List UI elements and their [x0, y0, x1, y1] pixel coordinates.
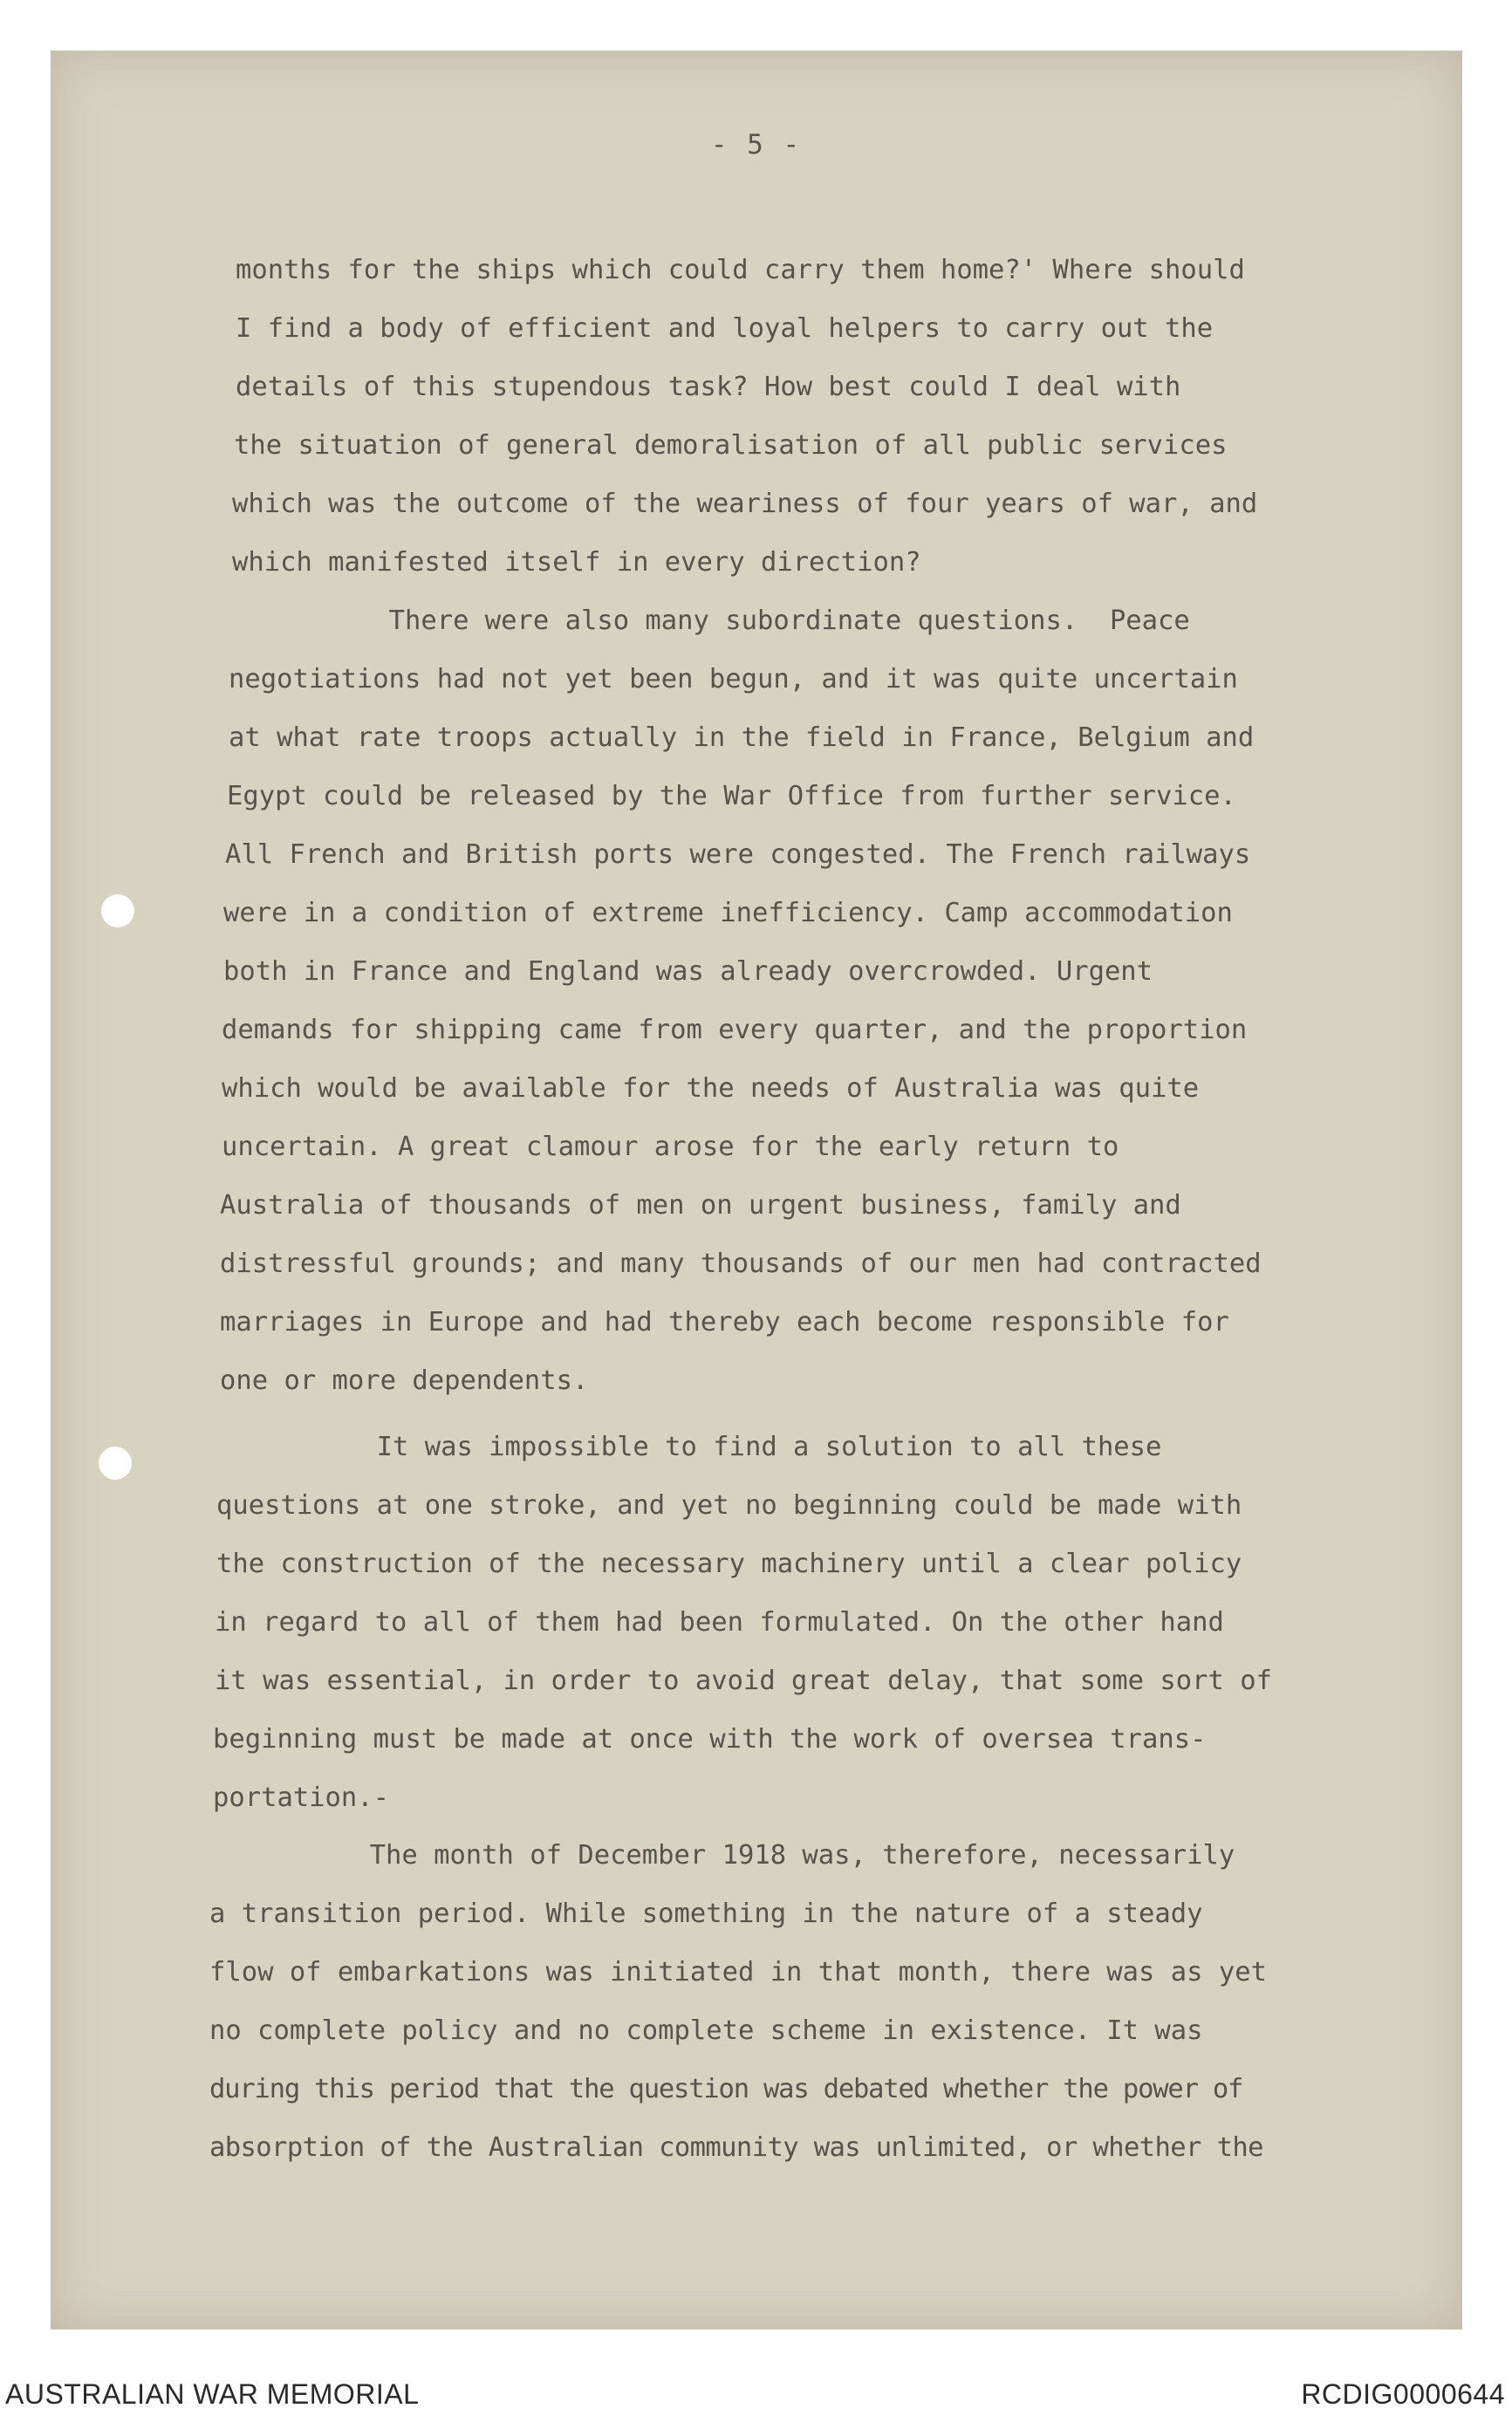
text-line: beginning must be made at once with the work of oversea trans-: [213, 1724, 1207, 1755]
text-line: There were also many subordinate questions. Peace: [229, 606, 1190, 636]
footer-record-id: RCDIG0000644: [1301, 2378, 1505, 2410]
text-line: it was essential, in order to avoid great delay, that some sort of: [215, 1666, 1272, 1696]
text-line: flow of embarkations was initiated in that month, there was as yet: [209, 1957, 1267, 1988]
text-line: no complete policy and no complete scheme in existence. It was: [209, 2015, 1203, 2046]
paragraph-4: [209, 1826, 1387, 2177]
text-line: Australia of thousands of men on urgent business, family and: [220, 1190, 1181, 1221]
text-line: both in France and England was already overcrowded. Urgent: [223, 956, 1153, 987]
text-line: during this period that the question was debated whether the power of: [209, 2074, 1243, 2104]
text-line: details of this stupendous task? How best could I deal with: [236, 372, 1181, 402]
text-line: a transition period. While something in the nature of a steady: [209, 1899, 1203, 1929]
paragraph-2: [209, 592, 1387, 1410]
footer-archive-name: AUSTRALIAN WAR MEMORIAL: [5, 2378, 420, 2410]
text-line: which was the outcome of the weariness of four years of war, and: [232, 489, 1258, 519]
text-line: marriages in Europe and had thereby each become responsible for: [220, 1307, 1229, 1338]
text-line: one or more dependents.: [220, 1365, 589, 1396]
text-line: distressful grounds; and many thousands of our men had contracted: [220, 1249, 1262, 1279]
text-line: absorption of the Australian community was unlimited, or whether the: [209, 2132, 1263, 2163]
paragraph-1: [209, 241, 1387, 592]
text-line: were in a condition of extreme inefficiency. Camp accommodation: [223, 898, 1233, 928]
text-line: in regard to all of them had been formulated. On the other hand: [215, 1607, 1224, 1638]
text-line: which would be available for the needs of Australia was quite: [222, 1073, 1200, 1104]
paragraph-3: [209, 1418, 1387, 1827]
text-line: It was impossible to find a solution to all these: [216, 1432, 1162, 1462]
text-line: All French and British ports were congested. The French railways: [225, 839, 1251, 870]
text-line: Egypt could be released by the War Office from further service.: [227, 781, 1236, 811]
text-line: uncertain. A great clamour arose for the early return to: [222, 1132, 1119, 1162]
text-line: negotiations had not yet been begun, and it was quite uncertain: [229, 664, 1238, 694]
text-line: which manifested itself in every direction?: [232, 547, 921, 578]
text-line: at what rate troops actually in the field in France, Belgium and: [229, 722, 1255, 753]
text-line: questions at one stroke, and yet no beginning could be made with: [216, 1490, 1242, 1521]
text-line: portation.-: [213, 1782, 389, 1813]
text-line: the situation of general demoralisation of all public services: [234, 430, 1228, 461]
text-line: demands for shipping came from every quarter, and the proportion: [222, 1015, 1248, 1045]
text-line: The month of December 1918 was, therefore, necessarily: [209, 1840, 1235, 1871]
text-line: months for the ships which could carry them home?' Where should: [236, 255, 1245, 285]
punch-hole-lower: [99, 1447, 132, 1480]
punch-hole-upper: [101, 894, 134, 927]
text-line: the construction of the necessary machinery until a clear policy: [216, 1549, 1242, 1579]
text-line: I find a body of efficient and loyal helpers to carry out the: [236, 313, 1214, 344]
page-number: - 5 -: [710, 129, 802, 161]
